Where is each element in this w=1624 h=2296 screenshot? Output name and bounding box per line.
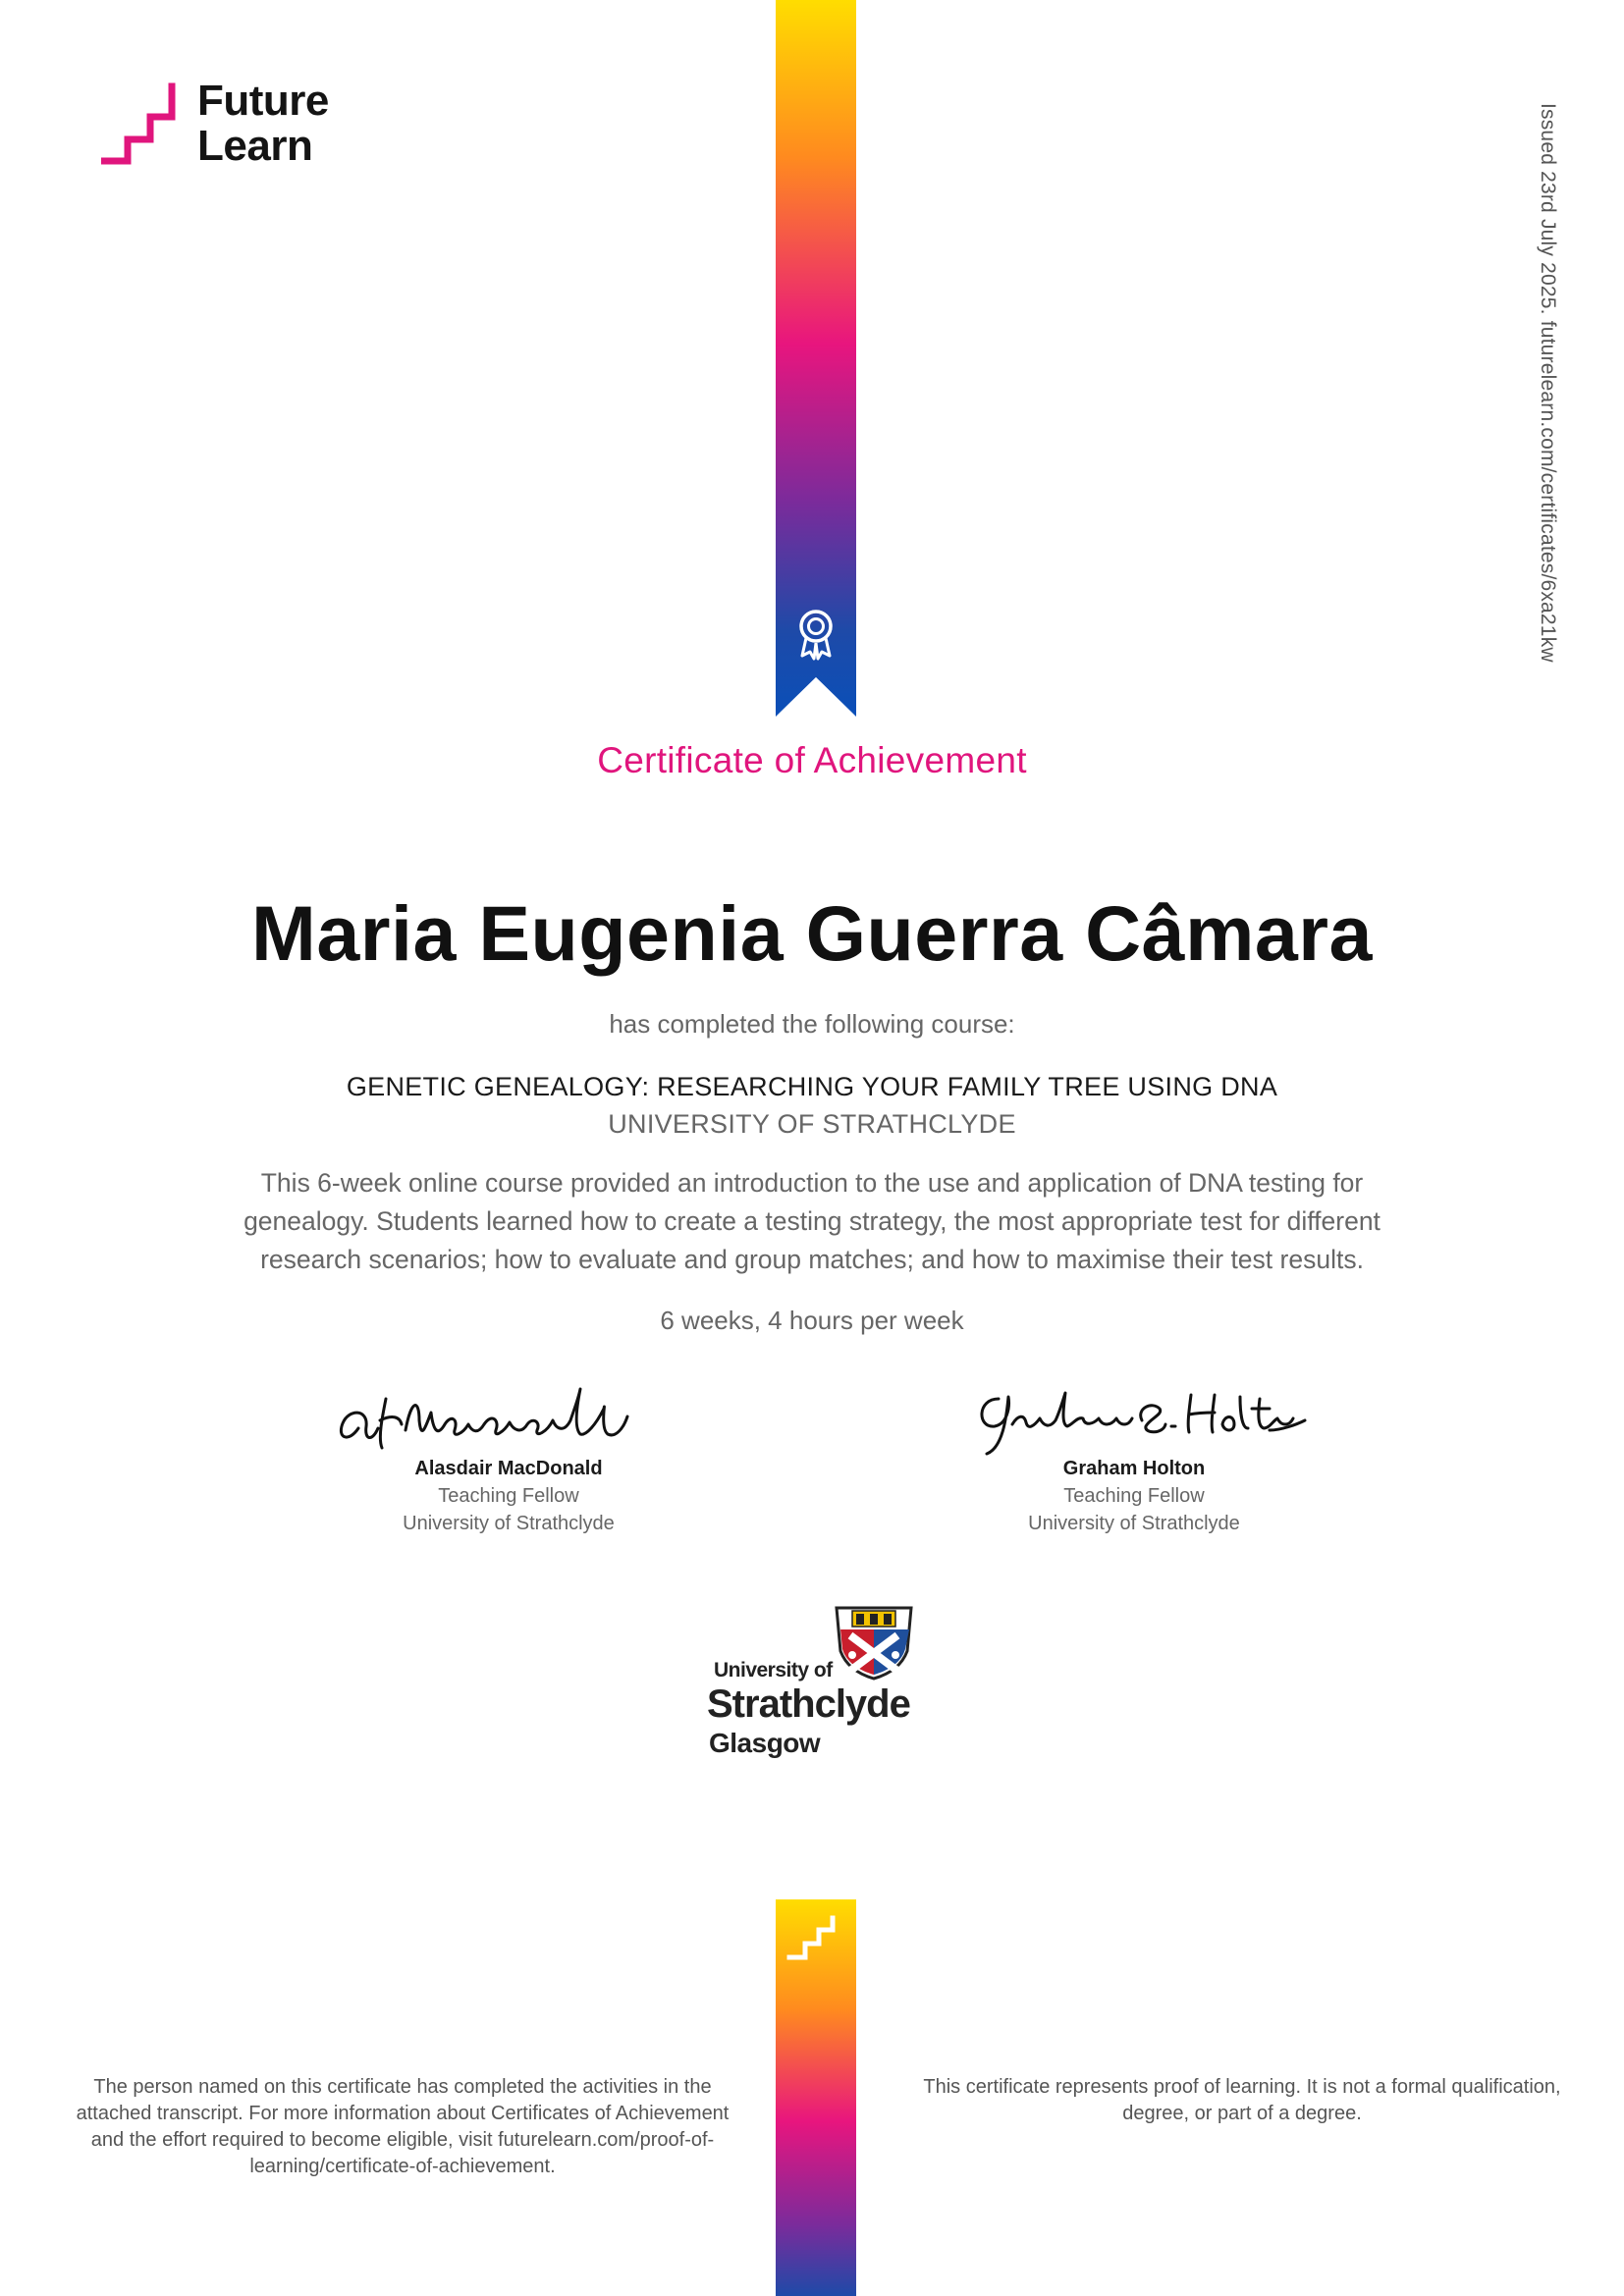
- footer-note-right: This certificate represents proof of learning. It is not a formal qualification, degree, or part of a degree.: [923, 2076, 1561, 2124]
- signature-alasdair-macdonald: [329, 1369, 682, 1468]
- signatory-organisation: University of Strathclyde: [1028, 1513, 1240, 1534]
- crest-icon: [833, 1602, 915, 1681]
- course-description: This 6-week online course provided an introduction to the use and application of DNA testing for genealogy. Students learned how to create a testing strategy, the most appropriate test for different research scenarios; how to evaluate and group matches; and how to maximise their test results.: [244, 1168, 1380, 1274]
- course-university: UNIVERSITY OF STRATHCLYDE: [608, 1109, 1016, 1139]
- stairs-logo-icon: [101, 82, 191, 167]
- completed-statement: has completed the following course:: [609, 1009, 1015, 1039]
- university-logo-line2: Strathclyde: [707, 1682, 910, 1726]
- signatory-organisation: University of Strathclyde: [403, 1513, 615, 1534]
- signature-graham-holton: [957, 1369, 1311, 1468]
- signatory-role: Teaching Fellow: [438, 1485, 579, 1507]
- signatory-role: Teaching Fellow: [1063, 1485, 1205, 1507]
- course-title: GENETIC GENEALOGY: RESEARCHING YOUR FAMILY TREE USING DNA: [346, 1072, 1278, 1101]
- certificate-title: Certificate of Achievement: [597, 740, 1027, 780]
- signatory-name: Graham Holton: [1062, 1458, 1206, 1479]
- university-of-strathclyde-logo: [707, 1602, 943, 1779]
- medal-icon: [791, 607, 840, 662]
- course-duration: 6 weeks, 4 hours per week: [660, 1306, 964, 1335]
- futurelearn-logo: [101, 79, 356, 177]
- university-logo-line1: University of: [714, 1659, 833, 1682]
- logo-word-future: Future: [197, 77, 329, 125]
- issued-verification-text: Issued 23rd July 2025. futurelearn.com/certificates/6xa21kw: [1537, 103, 1559, 663]
- recipient-name: Maria Eugenia Guerra Câmara: [251, 889, 1373, 977]
- university-logo-line3: Glasgow: [709, 1728, 821, 1758]
- signatory-name: Alasdair MacDonald: [414, 1458, 603, 1479]
- footer-note-left: The person named on this certificate has completed the activities in the attached transcript. For more information about Certificates of Achievement and the effort required to become eligible, visit futurelearn.com/proof-of-learning/certificate-of-achievement.: [76, 2076, 730, 2177]
- logo-word-learn: Learn: [197, 122, 313, 170]
- stairs-icon: [785, 1914, 846, 1963]
